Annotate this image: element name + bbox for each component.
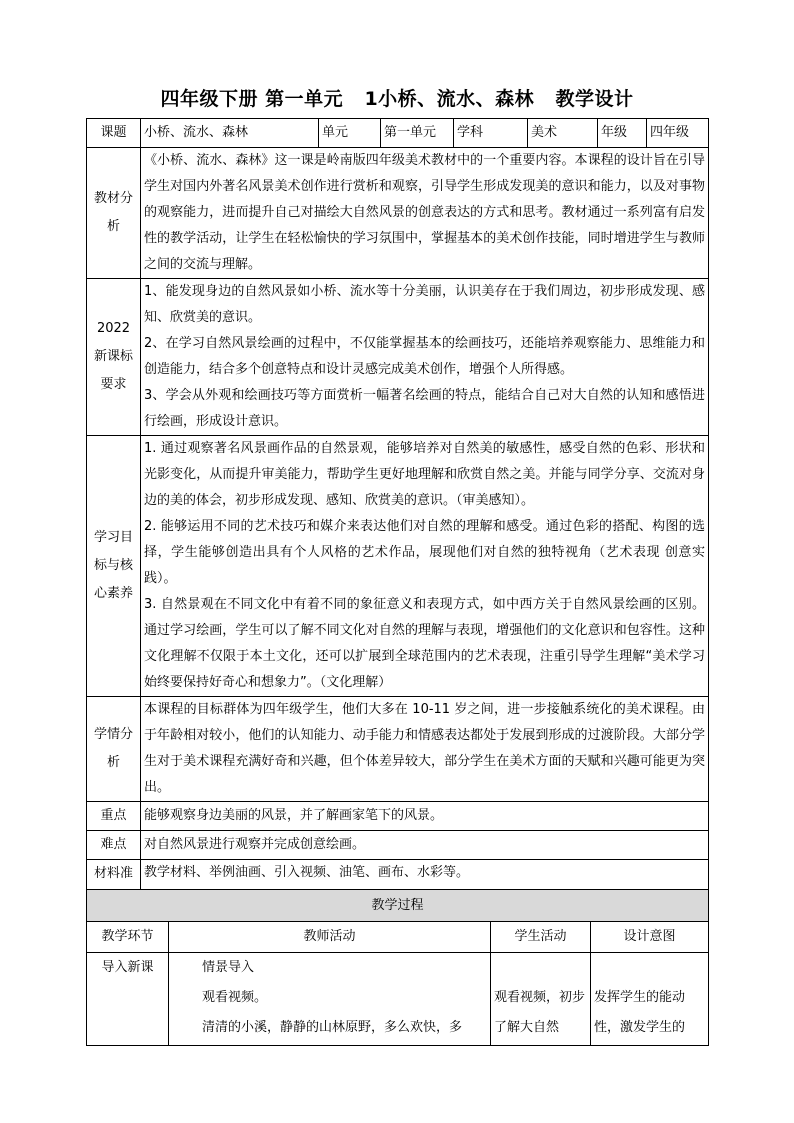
difficulty-row (87, 831, 709, 860)
teacher-activity (169, 953, 491, 1046)
teaching-process-table (86, 889, 709, 1046)
design-intent-text: 发挥学生的能动性，激发学生的 (594, 990, 686, 1035)
textbook-analysis-label: 教材分析 (87, 148, 141, 279)
materials-label: 材料准 (87, 860, 141, 917)
difficulty-label: 难点 (87, 831, 141, 860)
student-activity-text: 观看视频，初步了解大自然 (494, 990, 586, 1035)
goal-item: 3. 自然景观在不同文化中有着不同的象征意义和表现方式，如中西方关于自然风景绘画的区别。通过学习绘画，学生可以了解不同文化对自然的理解与表现，增强他们的文化意识和包容性。这种文化理解不仅限于本土文化，还可以扩展到全球范围内的艺术表现，注重引导学生理解“美术学习始终要保持好奇心和想象力”。（文化理解） (144, 597, 705, 690)
grade-label: 年级 (598, 119, 647, 148)
teacher-activity-line: 清清的小溪，静静的山林原野，多么欢快，多 (202, 1020, 463, 1035)
curriculum-standard-row (87, 279, 709, 436)
textbook-analysis-row (87, 148, 709, 279)
column-header: 设计意图 (591, 922, 709, 953)
curriculum-standard-text (141, 279, 709, 436)
column-header: 教师活动 (169, 922, 491, 953)
process-section-title: 教学过程 (87, 890, 709, 922)
process-column-headers (87, 922, 709, 953)
learning-goals-label: 学习目标与核心素养 (87, 436, 141, 697)
key-point-text: 能够观察身边美丽的风景，并了解画家笔下的风景。 (141, 802, 709, 831)
process-section-row (87, 890, 709, 922)
difficulty-text: 对自然风景进行观察并完成创意绘画。 (141, 831, 709, 860)
standard-item: 3、学会从外观和绘画技巧等方面赏析一幅著名绘画的特点，能结合自己对大自然的认知和感悟进行绘画，形成设计意识。 (144, 388, 705, 429)
column-header: 学生活动 (491, 922, 591, 953)
learning-goals-text (141, 436, 709, 697)
subject-value: 美术 (528, 119, 598, 148)
key-point-label: 重点 (87, 802, 141, 831)
goal-item: 1. 通过观察著名风景画作品的自然景观，能够培养对自然美的敏感性，感受自然的色彩、形状和光影变化，从而提升审美能力，帮助学生更好地理解和欣赏自然之美。并能与同学分享、交流对身边的美的体会，初步形成发现、感知、欣赏美的意识。（审美感知）。 (144, 441, 705, 508)
curriculum-standard-label: 2022新课标要求 (87, 279, 141, 436)
subject-label: 学科 (454, 119, 528, 148)
grade-value: 四年级 (647, 119, 709, 148)
standard-item: 1、能发现身边的自然风景如小桥、流水等十分美丽，认识美存在于我们周边，初步形成发现、感知、欣赏美的意识。 (144, 284, 705, 325)
student-analysis-label: 学情分析 (87, 697, 141, 802)
unit-label: 单元 (319, 119, 381, 148)
goal-item: 2. 能够运用不同的艺术技巧和媒介来表达他们对自然的理解和感受。通过色彩的搭配、构图的选择，学生能够创造出具有个人风格的艺术作品，展现他们对自然的独特视角（艺术表现 创意实践）。 (144, 519, 705, 586)
lesson-info-table (86, 118, 709, 917)
teacher-activity-line: 观看视频。 (202, 990, 268, 1005)
header-row (87, 119, 709, 148)
page-title: 四年级下册 第一单元 1小桥、流水、森林 教学设计 (160, 88, 634, 110)
design-intent (591, 953, 709, 1046)
process-row (87, 953, 709, 1046)
textbook-analysis-text: 《小桥、流水、森林》这一课是岭南版四年级美术教材中的一个重要内容。本课程的设计旨在引导学生对国内外著名风景美术创作进行赏析和观察，引导学生形成发现美的意识和能力，以及对事物的观察能力，进而提升自己对描绘大自然风景的创意表达的方式和思考。教材通过一系列富有启发性的教学活动，让学生在轻松愉快的学习氛围中，掌握基本的美术创作技能，同时增进学生与教师之间的交流与理解。 (141, 148, 709, 279)
topic-label: 课题 (87, 119, 141, 148)
unit-value: 第一单元 (381, 119, 454, 148)
column-header: 教学环节 (87, 922, 169, 953)
key-point-row (87, 802, 709, 831)
materials-text: 教学材料、举例油画、引入视频、油笔、画布、水彩等。 (141, 860, 709, 917)
student-analysis-row (87, 697, 709, 802)
teacher-activity-line: 情景导入 (202, 960, 255, 975)
student-activity (491, 953, 591, 1046)
process-stage: 导入新课 (87, 953, 169, 1046)
standard-item: 2、在学习自然风景绘画的过程中，不仅能掌握基本的绘画技巧，还能培养观察能力、思维能力和创造能力，结合多个创意特点和设计灵感完成美术创作，增强个人所得感。 (144, 336, 705, 377)
learning-goals-row (87, 436, 709, 697)
topic-value: 小桥、流水、森林 (141, 119, 319, 148)
student-analysis-text: 本课程的目标群体为四年级学生，他们大多在 10-11 岁之间，进一步接触系统化的美术课程。由于年龄相对较小，他们的认知能力、动手能力和情感表达都处于发展到形成的过渡阶段。大部分学生对于美术课程充满好奇和兴趣，但个体差异较大，部分学生在美术方面的天赋和兴趣可能更为突出。 (141, 697, 709, 802)
